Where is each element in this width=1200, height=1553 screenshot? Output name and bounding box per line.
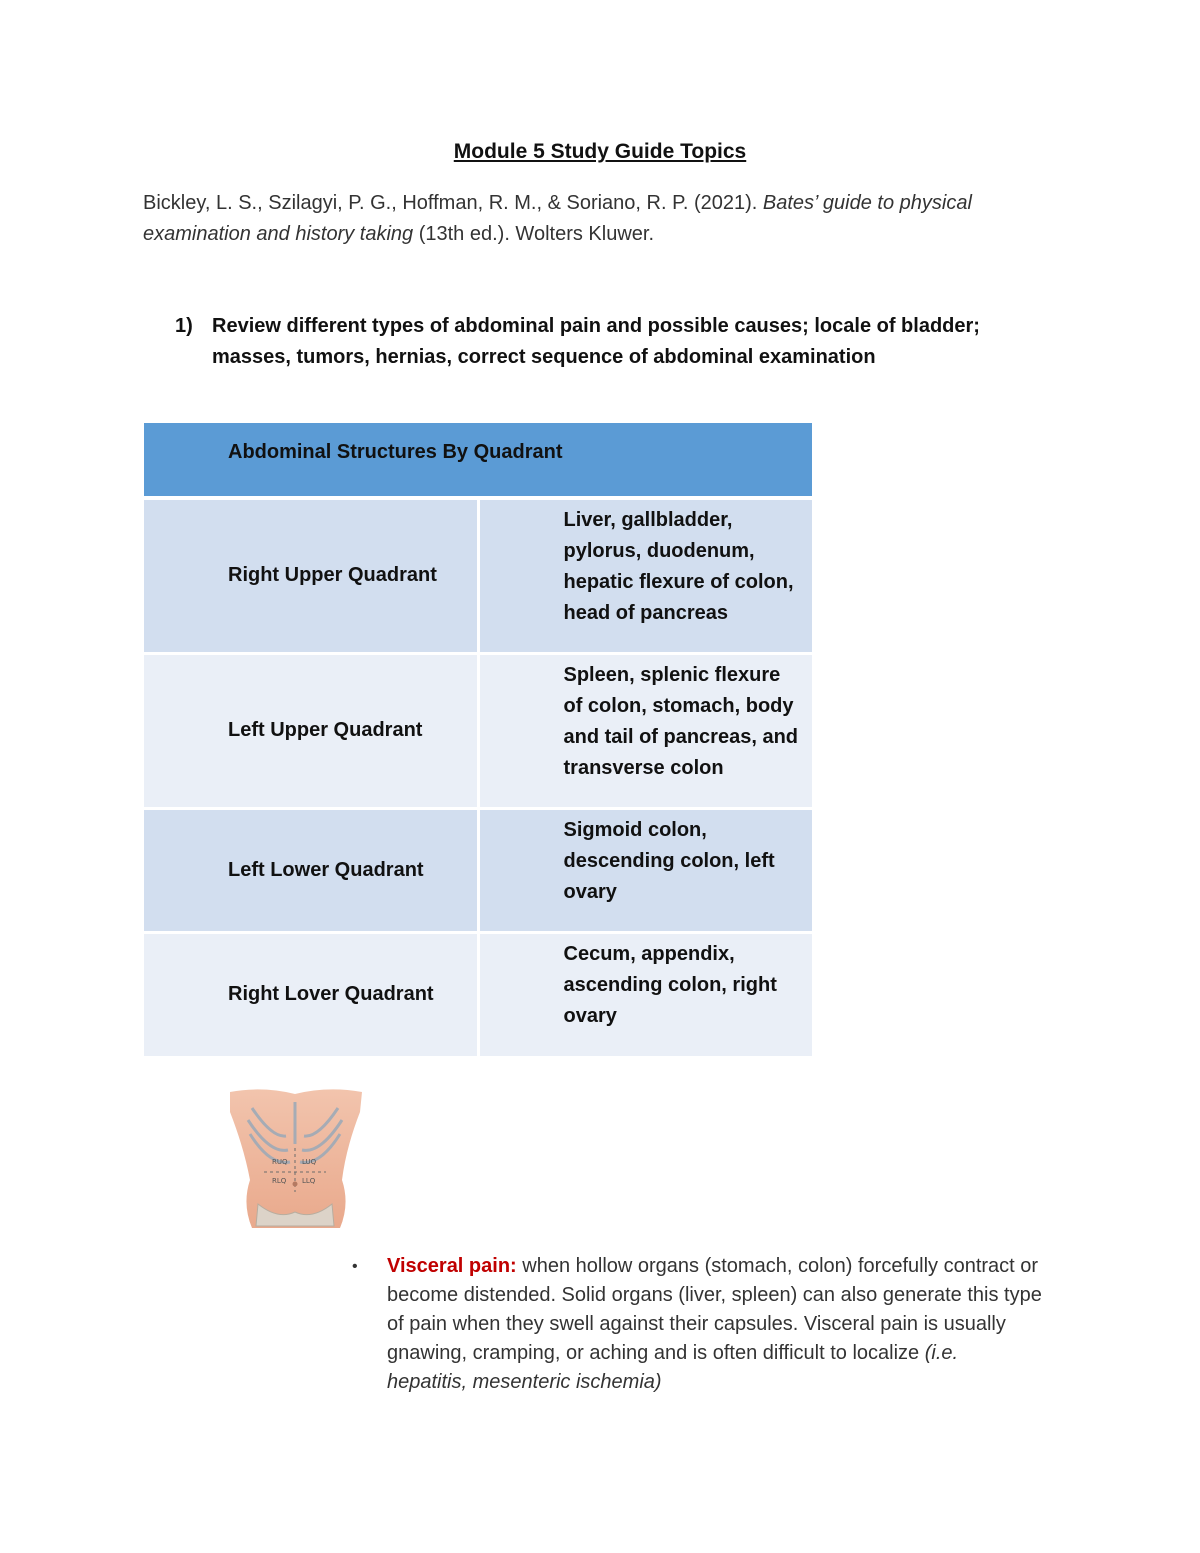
table-row <box>144 932 812 1056</box>
quadrant-luq-label: LUQ <box>302 1158 317 1166</box>
quadrant-structures: Liver, gallbladder, pylorus, duodenum, hepatic flexure of colon, head of pancreas <box>478 498 812 653</box>
quadrant-structures: Cecum, appendix, ascending colon, right ovary <box>478 932 812 1056</box>
navel <box>293 1182 298 1187</box>
bullet-examples: (i.e. hepatitis, mesenteric ischemia) <box>387 1342 959 1393</box>
bullet-term: Visceral pain: <box>387 1255 517 1277</box>
quadrant-llq-label: LLQ <box>302 1177 316 1185</box>
citation-book-title: Bates’ guide to physical examination and history taking <box>143 192 972 245</box>
quadrant-structures: Spleen, splenic flexure of colon, stomach, body and tail of pancreas, and transverse colon <box>478 653 812 808</box>
quadrant-label: Left Upper Quadrant <box>144 653 478 808</box>
citation <box>143 188 1043 250</box>
table-header: Abdominal Structures By Quadrant <box>144 423 812 498</box>
quadrant-table <box>144 423 812 1056</box>
abdomen-quadrant-figure <box>222 1088 368 1230</box>
question-text: Review different types of abdominal pain and possible causes; locale of bladder; masses, tumors, hernias, correct sequence of abdominal examination <box>212 315 980 368</box>
quadrant-rlq-label: RLQ <box>272 1177 287 1185</box>
question-number: 1) <box>175 315 193 337</box>
abdomen-illustration <box>222 1088 368 1230</box>
table-row <box>144 808 812 932</box>
citation-authors: Bickley, L. S., Szilagyi, P. G., Hoffman, R. M., & Soriano, R. P. (2021). <box>143 192 763 214</box>
table-row <box>144 653 812 808</box>
bullet-symbol: • <box>352 1258 358 1275</box>
bullet-visceral-pain <box>352 1252 1042 1397</box>
bullet-description: when hollow organs (stomach, colon) forcefully contract or become distended. Solid organs (liver, spleen) can also generate this type of pain when they swell against their capsules. Visceral pain is usually gnawing, cramping, or aching and is often difficult to localize <box>387 1255 1042 1364</box>
question-1 <box>175 311 1035 373</box>
quadrant-structures: Sigmoid colon, descending colon, left ovary <box>478 808 812 932</box>
bullet-text <box>387 1252 1042 1397</box>
quadrant-label: Left Lower Quadrant <box>144 808 478 932</box>
quadrant-label: Right Upper Quadrant <box>144 498 478 653</box>
document-title: Module 5 Study Guide Topics <box>453 140 747 163</box>
citation-edition: (13th ed.). Wolters Kluwer. <box>413 223 654 245</box>
table-row <box>144 498 812 653</box>
quadrant-label: Right Lover Quadrant <box>144 932 478 1056</box>
quadrant-ruq-label: RUQ <box>272 1158 288 1166</box>
